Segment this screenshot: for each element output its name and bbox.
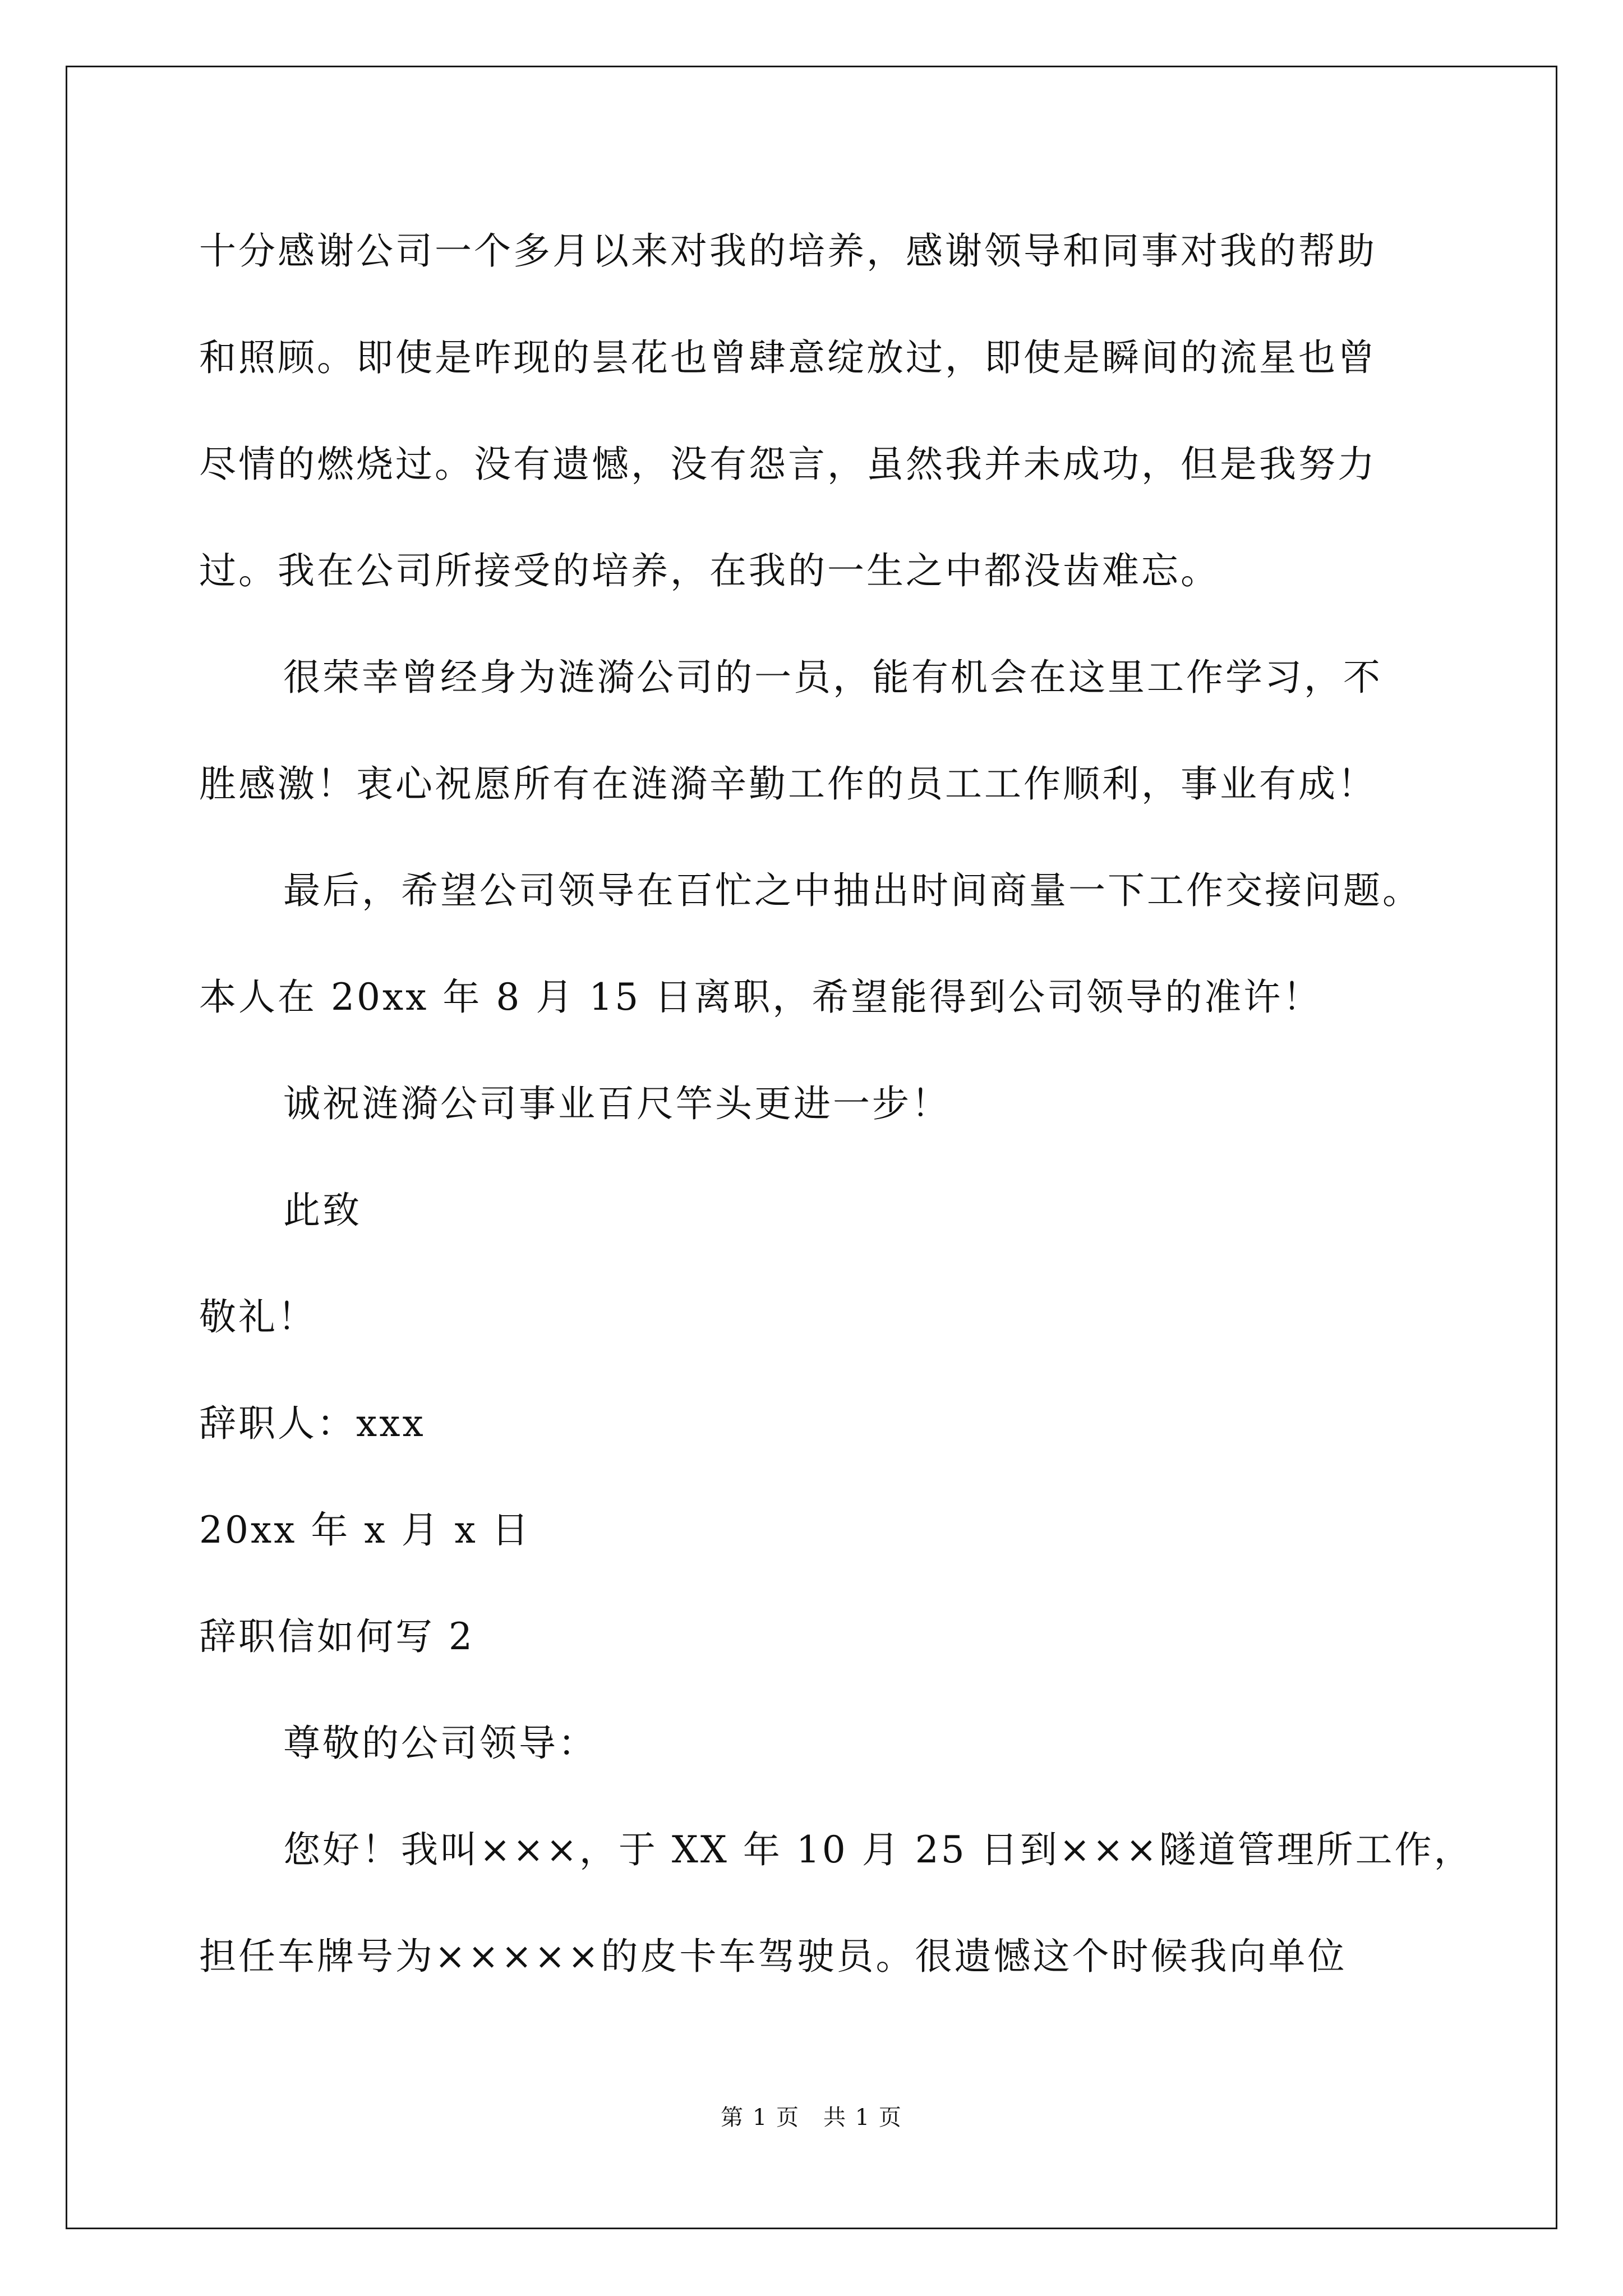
text-line: 过。我在公司所接受的培养，在我的一生之中都没齿难忘。	[199, 549, 1220, 592]
text-line: 您好！我叫×××，于 XX 年 10 月 25 日到×××隧道管理所工作，	[283, 1828, 1473, 1871]
salutation: 尊敬的公司领导：	[283, 1722, 597, 1765]
text-line: 20xx 年 x 月 x 日	[199, 1508, 531, 1552]
text-line: 胜感激！衷心祝愿所有在涟漪辛勤工作的员工工作顺利，事业有成！	[199, 762, 1377, 806]
text-line: 敬礼！	[199, 1295, 317, 1338]
text-line: 本人在 20xx 年 8 月 15 日离职，希望能得到公司领导的准许！	[199, 976, 1322, 1019]
text-line: 诚祝涟漪公司事业百尺竿头更进一步！	[283, 1082, 951, 1125]
page-border	[66, 66, 1557, 2229]
page-footer: 第 1 页 共 1 页	[721, 2105, 902, 2131]
text-line: 此致	[283, 1189, 362, 1232]
text-line: 最后，希望公司领导在百忙之中抽出时间商量一下工作交接问题。	[283, 869, 1422, 912]
section-heading: 辞职信如何写 2	[199, 1615, 474, 1658]
text-line: 很荣幸曾经身为涟漪公司的一员，能有机会在这里工作学习，不	[283, 656, 1382, 699]
text-line: 辞职人：xxx	[199, 1402, 426, 1445]
text-line: 担任车牌号为×××××的皮卡车驾驶员。很遗憾这个时候我向单位	[199, 1935, 1347, 1978]
text-line: 十分感谢公司一个多月以来对我的培养，感谢领导和同事对我的帮助	[199, 229, 1377, 273]
text-line: 尽情的燃烧过。没有遗憾，没有怨言，虽然我并未成功，但是我努力	[199, 443, 1377, 486]
text-line: 和照顾。即使是咋现的昙花也曾肆意绽放过，即使是瞬间的流星也曾	[199, 336, 1377, 379]
